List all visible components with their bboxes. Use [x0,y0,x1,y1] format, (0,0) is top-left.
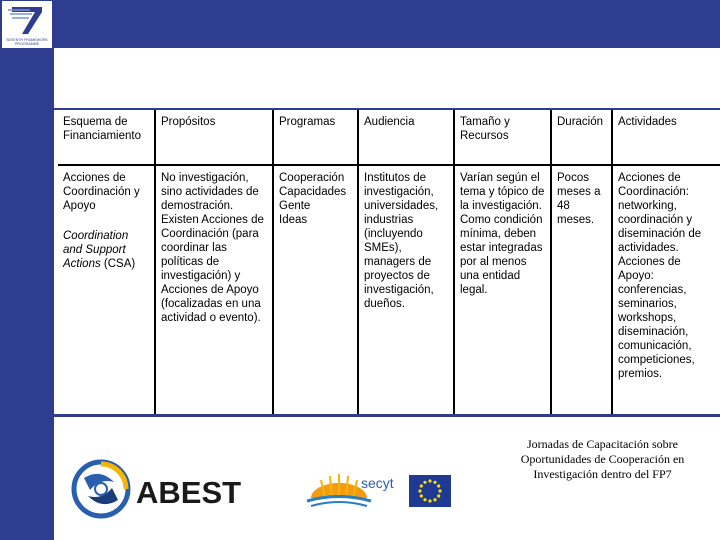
header-cell-duration: Duración [551,110,612,165]
top-brand-bar [54,0,720,48]
program-item: Gente [279,200,311,212]
cell-activities: Acciones de Coordinación: networking, coordinación y diseminación de actividades. Acciones de Apoyo: conferencias, seminarios, workshops, diseminación, comunicación, competiciones, premios. [618,172,702,380]
header-cell-size: Tamaño y Recursos [454,110,551,165]
program-item: Capacidades [279,186,347,198]
program-item: Cooperación [279,172,345,184]
scheme-note-italic: Coordination and Support Actions [63,230,129,270]
abest-logo [70,458,250,520]
abest-emblem-icon [70,458,250,520]
cell-size-resources: Varían según el tema y tópico de la investigación. Como condición mínima, deben estar integradas por al menos una entidad legal. [454,165,551,416]
funding-scheme-table [58,110,720,416]
event-caption [500,437,705,482]
left-brand-bar [0,0,54,540]
table-bottom-rule [54,414,720,417]
scheme-name: Acciones de Coordinación y Apoyo [63,172,140,212]
secyt-wordmark: secyt [361,475,394,491]
table-row [58,165,720,416]
cell-audience: Institutos de investigación, universidades, industrias (incluyendo SMEs), managers de proyectos de investigación, dueños. [358,165,454,416]
eu-flag [409,475,451,507]
fp7-caption-line-2: PROGRAMME [15,42,39,46]
scheme-note-suffix: (CSA) [100,258,136,270]
table-header-row [58,110,720,165]
fp7-seven-icon [2,1,52,37]
header-cell-purposes: Propósitos [155,110,273,165]
secyt-logo [305,468,405,510]
program-item: Ideas [279,214,308,226]
event-caption-line: Jornadas de Capacitación sobre [527,437,678,451]
cell-duration: Pocos meses a 48 meses. [551,165,612,416]
cell-programs [273,165,358,416]
header-cell-audience: Audiencia [358,110,454,165]
cell-scheme [58,165,155,416]
secyt-sun-icon [305,468,405,510]
eu-stars-icon [409,475,451,507]
fp7-logo [2,1,52,48]
event-caption-line: Investigación dentro del FP7 [533,467,672,481]
abest-wordmark: ABEST [136,475,242,510]
header-cell-activities: Actividades [612,110,720,165]
event-caption-line: Oportunidades de Cooperación en [520,452,685,466]
fp7-caption-line-1: SEVENTH FRAMEWORK [6,38,48,42]
header-cell-scheme: Esquema de Financiamiento [58,110,155,165]
cell-purposes: No investigación, sino actividades de demostración. Existen Acciones de Coordinación (para coordinar las políticas de investigación) y Acciones de Apoyo (focalizadas en una actividad o evento). [155,165,273,416]
scheme-english-name [63,229,150,271]
header-cell-programs: Programas [273,110,358,165]
